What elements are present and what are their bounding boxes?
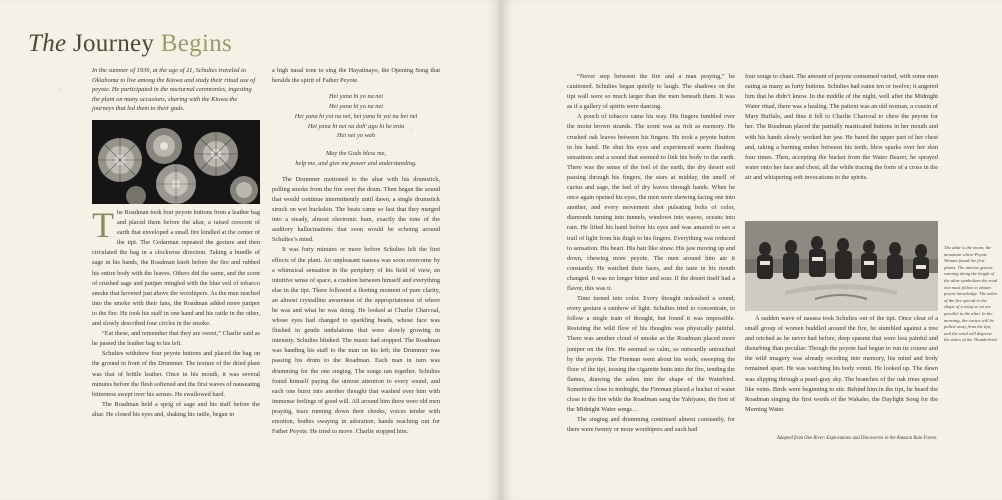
body-paragraph: The singing and drumming continued almost constantly, for there were twenty or more worshipers and each had — [567, 416, 735, 434]
title-word-begins: Begins — [160, 30, 233, 57]
body-paragraph: “Never step between the fire and a man praying,” he cautioned. Schultes began quietly to laugh. The shadows on the tipi wall were so much larger than the men beneath them. It was as if a gallery of spirits were dancing. — [567, 73, 735, 111]
song-line: Hei yana hi yoi na nei, hei yana hi yoi na hei nei — [294, 112, 418, 120]
body-paragraph: Schultes withdrew four peyote buttons and placed the bag on the ground in front of the Drummer. The texture of the dried plant was that of brittle leather. Once in his mouth, it was several minutes before the flesh softened and the first waves of nauseating bitterness swept over his senses. He swallowed hard. — [92, 350, 260, 398]
song-translation-line: May the Gods bless me, — [326, 150, 386, 158]
left-column-2 — [272, 66, 440, 437]
body-paragraph: A pouch of tobacco came his way. His fingers fumbled over the moist brown strands. The scent was as rich as memory. He crushed oak leaves between his fingers. He took a peyote button in his hand. He shut his eyes and experienced warm flushing sensations and a sound that seemed to link his body to the earth. There was the sense of the feel of the earth, the dry desert soil passing through his fingers, the stars at midday, the smell of cactus and sage, the feel of dry leaves through hands. When he once again opened his eyes, the men were showing facing one into another, and every movement shot pulsating bolts of color, diamonds turning into tunnels, windows into waves, oceans into rain. He lifted his hand before his eyes and was amazed to see a trail of light from his thigh to his fingers. Everything was reduced to sensation. His heart. His hair like straw. His jaw moving up and down, chewing more peyote. The men around him ate it constantly. He watched their faces, and the taste in his mouth changed. It was no longer bitter and sour. If the desert itself had a flavor, this was it. — [567, 113, 735, 292]
right-column-2-bottom — [745, 314, 938, 415]
song-line: Hei yana hi yo na nei — [328, 93, 384, 101]
body-paragraph: The Roadman held a sprig of sage and his staff before the altar. He closed his eyes and, shaking his rattle, began in — [92, 400, 260, 418]
paragraph-text: he Roadman took four peyote buttons from a leather bag and placed them before the altar, a raised crescent of earth that enveloped a small fire kindled at the center of the tipi. The Cedarman repeated the gesture and then circulated the bag in a clockwise direction. Taking a bundle of sage in his hands, the Roadman knelt before the fire and rubbed his entire body with the leaves. Others did the same, and the scent of crushed sage and juniper mingled with the blue veil of tobacco smoke that hovered just above the worshipers. As the men reached into the smoke with their fans, the Roadman added more juniper to the fire. He took his staff in one hand and his rattle in the other, and slowly described four circles in the smoke. — [92, 209, 260, 328]
ceremony-photo — [745, 221, 938, 311]
song-translation-line: help me, and give me power and understanding. — [295, 159, 417, 167]
body-paragraph — [92, 205, 260, 329]
drop-cap: T — [92, 205, 114, 245]
right-column-2-top — [745, 72, 938, 183]
peyote-cactus-photo — [92, 120, 260, 204]
body-paragraph: “Eat these, and remember that they are sweet,” Charlie said as he passed the leather bag to his left. — [92, 330, 260, 348]
right-column-1 — [567, 72, 735, 435]
song-line: Hei yana hi yo na nei — [328, 102, 384, 110]
photo-caption: The altar is the moon, the mountain where Peyote Woman found the first plants. The narrow groove running along the length of the altar symbolizes the road one must follow to obtain peyote knowledge. The ashes of the fire spread in the shape of a wing or an arc parallel to the altar. In the morning, the cactus will be pulled away from the tipi, and the wind will disperse the ashes of the Thunderbird. — [944, 245, 998, 343]
title-word-journey: Journey — [72, 30, 155, 57]
intro-paragraph: In the summer of 1936, at the age of 21, Schultes traveled to Oklahoma to live among the Kiowa and study their ritual use of peyote. He participated in the nocturnal ceremonies, ingesting the plant on many occasions, sharing with the Kiowa the journeys that led them to their gods. — [92, 67, 256, 113]
song-line: Hei yana hi nei na doh' ago hi he enia — [307, 122, 405, 130]
kiowa-ceremony-image — [745, 221, 938, 311]
title-word-the: The — [28, 30, 67, 57]
song-lyrics — [272, 92, 440, 169]
body-paragraph: Time turned into color. Every thought unleashed a sound, every gesture a rainbow of light. Schultes tried to concentrate, to follow a single train of thought, but found it was impossible. Resisting the wild flow of his thoughts was physically painful. There was another cloud of smoke as the Roadman placed more juniper on the fire. He seemed so calm, so outwardly untouched by the peyote. The Fireman went about his work, sweeping the floor of the tipi, tossing the cigarette butts into the fire, tending the flames, drawing the ashes into the shape of the Waterbird. Sometime close to midnight, the Fireman placed a bucket of water close to the fire while the Roadman sang the Yahiyano, the first of the Midnight Water songs… — [567, 295, 735, 414]
body-paragraph: four songs to chant. The amount of peyote consumed varied, with some men eating as many as forty buttons. Schultes had eaten ten or twelve; it angered him that he didn’t know. In the middle of the night, well after the Midnight Water ritual, there was a healing. The patient was an old woman, a cousin of Mary Buffalo, and thus it fell to Charlie Charcoal to chew the peyote for her. The Roadman placed the partially masticated buttons in her mouth and with his hands slowly worked her jaw. He bared the upper part of her chest and, taking a burning ember between his teeth, blew sparks over her skin four times. Then, accepting the bucket from the Water Bearer, he sprayed water onto her face and chest, all the while tracing the form of a cross in the air and whispering soft invocations to the spirits. — [745, 73, 938, 181]
song-line: Hei nei yo wah — [337, 132, 375, 140]
right-page — [501, 0, 1002, 500]
peyote-cactus-image — [92, 120, 260, 204]
body-paragraph: a high nasal tone to sing the Hayatinayo, the Opening Song that heralds the spirit of Father Peyote. — [272, 67, 440, 85]
source-credit: Adapted from One River: Explorations and Discoveries in the Amazon Rain Forest. — [776, 436, 938, 441]
body-paragraph: A sudden wave of nausea took Schultes out of the tipi. Once clear of a small group of women huddled around the fire, he stumbled against a tree and retched as he never had before, deep spasms that were less painful and disturbing than peculiar. Though the peyote had begun to run its course and the wild imagery was already receding into memory, his mind and body remained apart. He was watching his body vomit. He looked up. The dawn was slipping through a pearl-gray sky. The branches of the oak trees spread like veins. Birds were beginning to stir. Behind him in the tipi, he heard the Roadman singing the first words of the Wakaho, the Daylight Song for the Morning Water. — [745, 315, 938, 413]
left-column-1 — [92, 205, 260, 420]
page-title — [28, 30, 232, 58]
body-paragraph: It was forty minutes or more before Schultes felt the first effects of the plant. An unpleasant nausea was soon overcome by a whimsical sensation in the periphery of his field of view, an intuitive sense of space, a cushion between himself and everything else in the tipi. There followed a fleeting moment of pure clarity, an almost crystalline awareness of the appropriateness of where he was and what he was doing. He looked at Charlie Charcoal, whose eyes had changed to sparkling beads, whose face was flushed in gentle undulations that were slowly growing in intensity. Schultes blinked. The music had stopped. The Roadman was handing his staff to the man on his left; the Drummer was passing his drum to the Roadman. Each man in turn was drumming for the one singing. The songs ran together. Schultes found himself paying the utmost attention to every sound, and each one burst into another thought that washed over him with immense feelings of good will. All around him there were old men praying, tears running down their cheeks, voices tender with emotion, bodies swaying in adoration, hands reaching out for Father Peyote. He tried to move. Charlie stopped him. — [272, 246, 440, 436]
body-paragraph: The Drummer motioned to the altar with his drumstick, pulling smoke from the fire over the drum. Then began the sound that would continue intermittently until dawn, a single drumstick struck on wet buckskin. The beats came so fast that they merged into a steady, almost electronic hum, exactly the tone of the auditory hallucinations that soon would be echoing around Schultes’s mind. — [272, 175, 440, 244]
